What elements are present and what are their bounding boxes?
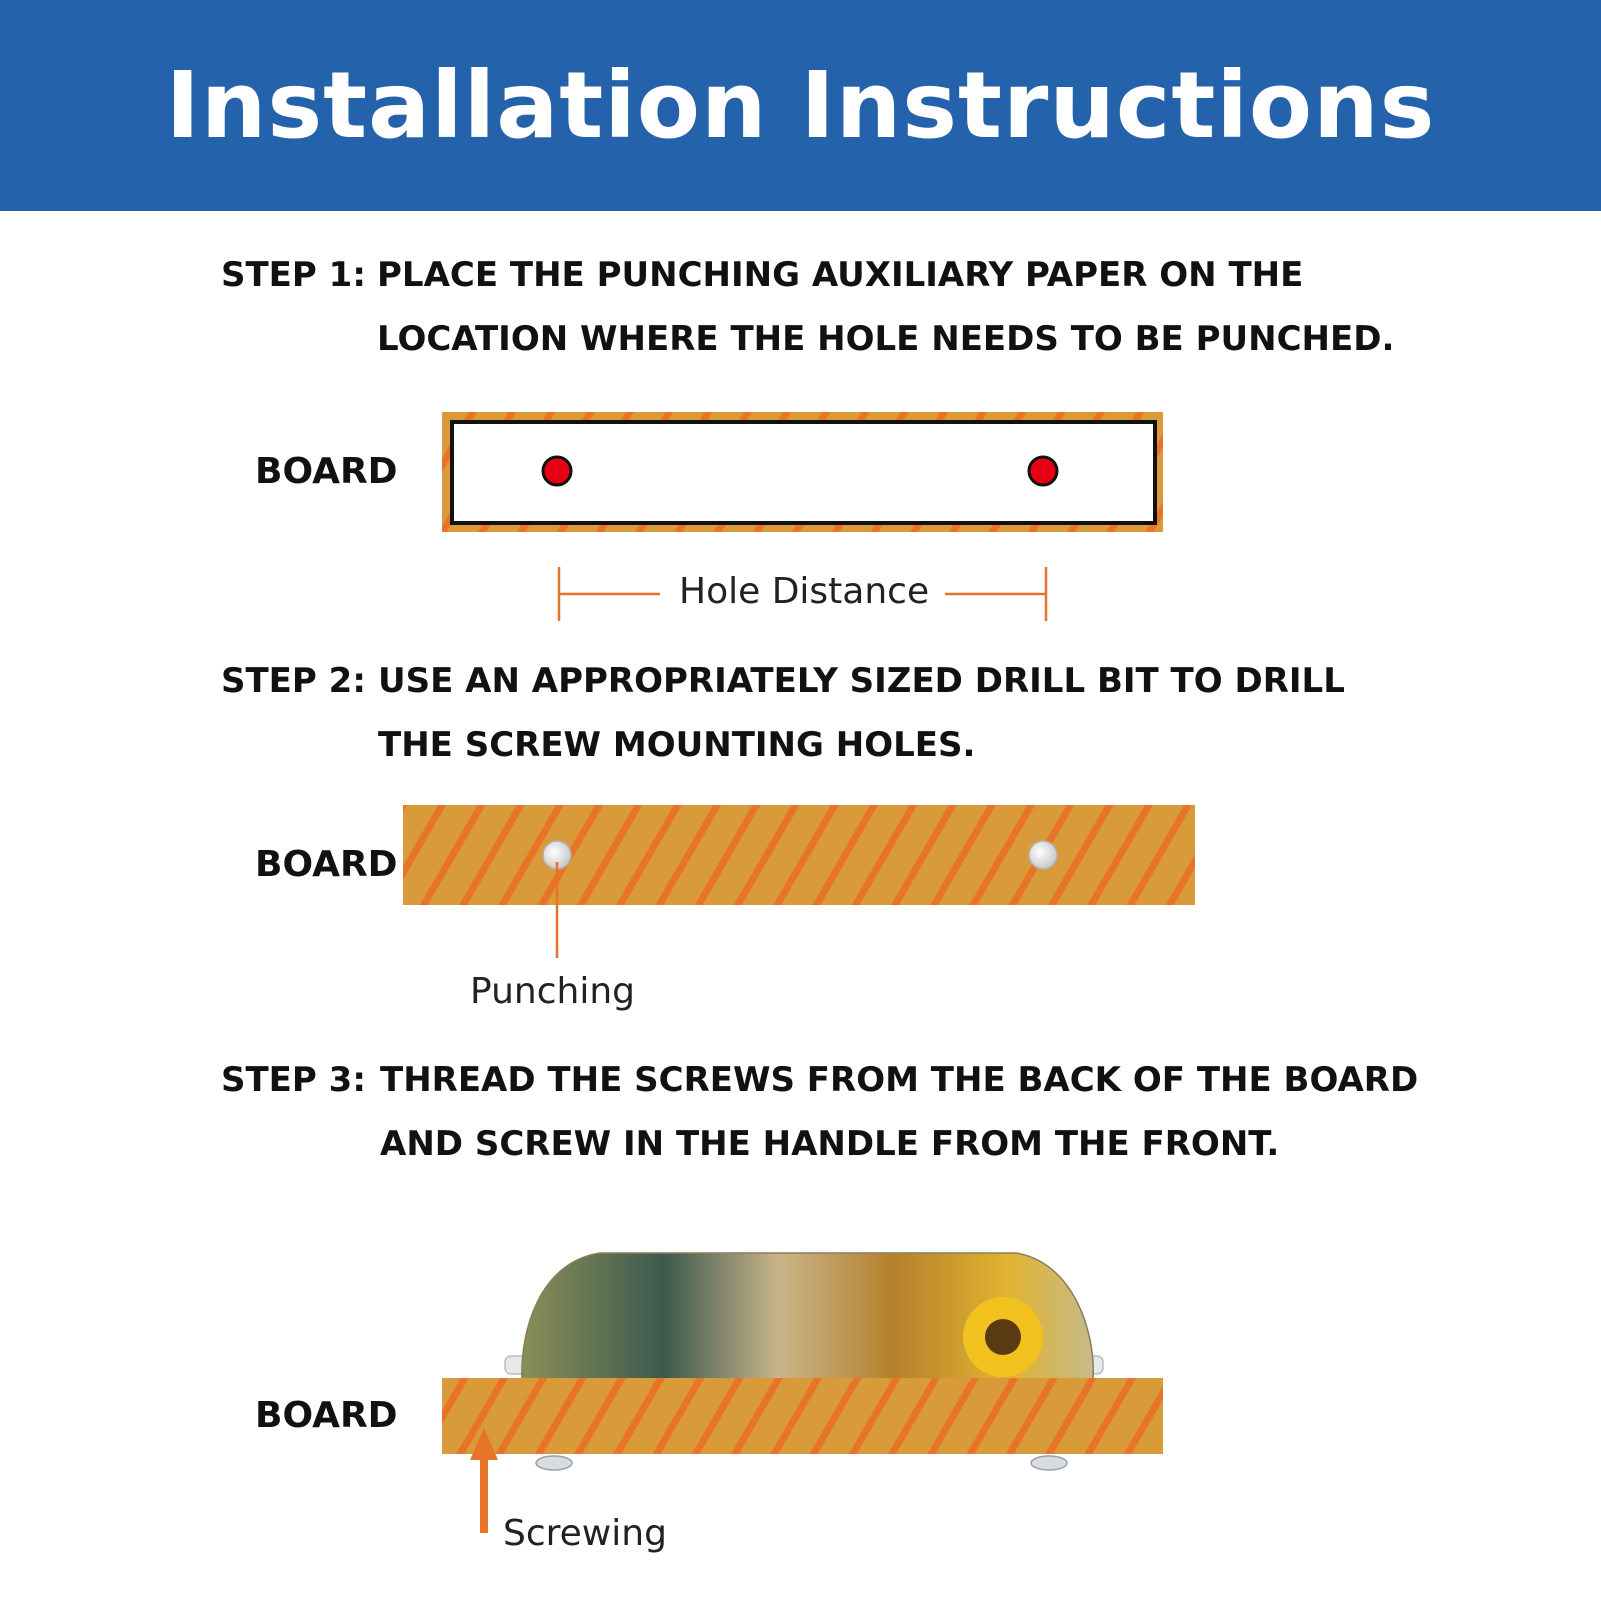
board-label-2: BOARD (255, 844, 398, 885)
hole-distance-dimension (559, 567, 1046, 621)
hole-distance-label: Hole Distance (671, 571, 937, 612)
board-label-1: BOARD (255, 451, 398, 492)
step-3-label: STEP 3: (221, 1060, 366, 1100)
step-1-line-1: PLACE THE PUNCHING AUXILIARY PAPER ON THE (377, 255, 1304, 295)
page-title: Installation Instructions (165, 52, 1436, 159)
step-1-line-2: LOCATION WHERE THE HOLE NEEDS TO BE PUNCHED. (377, 319, 1395, 359)
step-2-label: STEP 2: (221, 661, 366, 701)
step-3-line-1: THREAD THE SCREWS FROM THE BACK OF THE BOARD (380, 1060, 1419, 1100)
screwing-label: Screwing (503, 1513, 667, 1554)
punching-label: Punching (470, 971, 635, 1012)
step-1-label: STEP 1: (221, 255, 366, 295)
hole-marker-left (543, 457, 571, 485)
step-2-line-2: THE SCREW MOUNTING HOLES. (378, 725, 976, 765)
screw-head-right (1031, 1456, 1067, 1470)
sunflower-icon (963, 1297, 1043, 1377)
drilled-hole-right (1029, 841, 1057, 869)
board-3 (442, 1378, 1163, 1454)
hole-marker-right (1029, 457, 1057, 485)
step-3-line-2: AND SCREW IN THE HANDLE FROM THE FRONT. (380, 1124, 1280, 1164)
board-label-3: BOARD (255, 1395, 398, 1436)
screw-head-left (536, 1456, 572, 1470)
step-2-line-1: USE AN APPROPRIATELY SIZED DRILL BIT TO DRILL (378, 661, 1345, 701)
handle (505, 1253, 1103, 1380)
board-2 (403, 805, 1195, 905)
